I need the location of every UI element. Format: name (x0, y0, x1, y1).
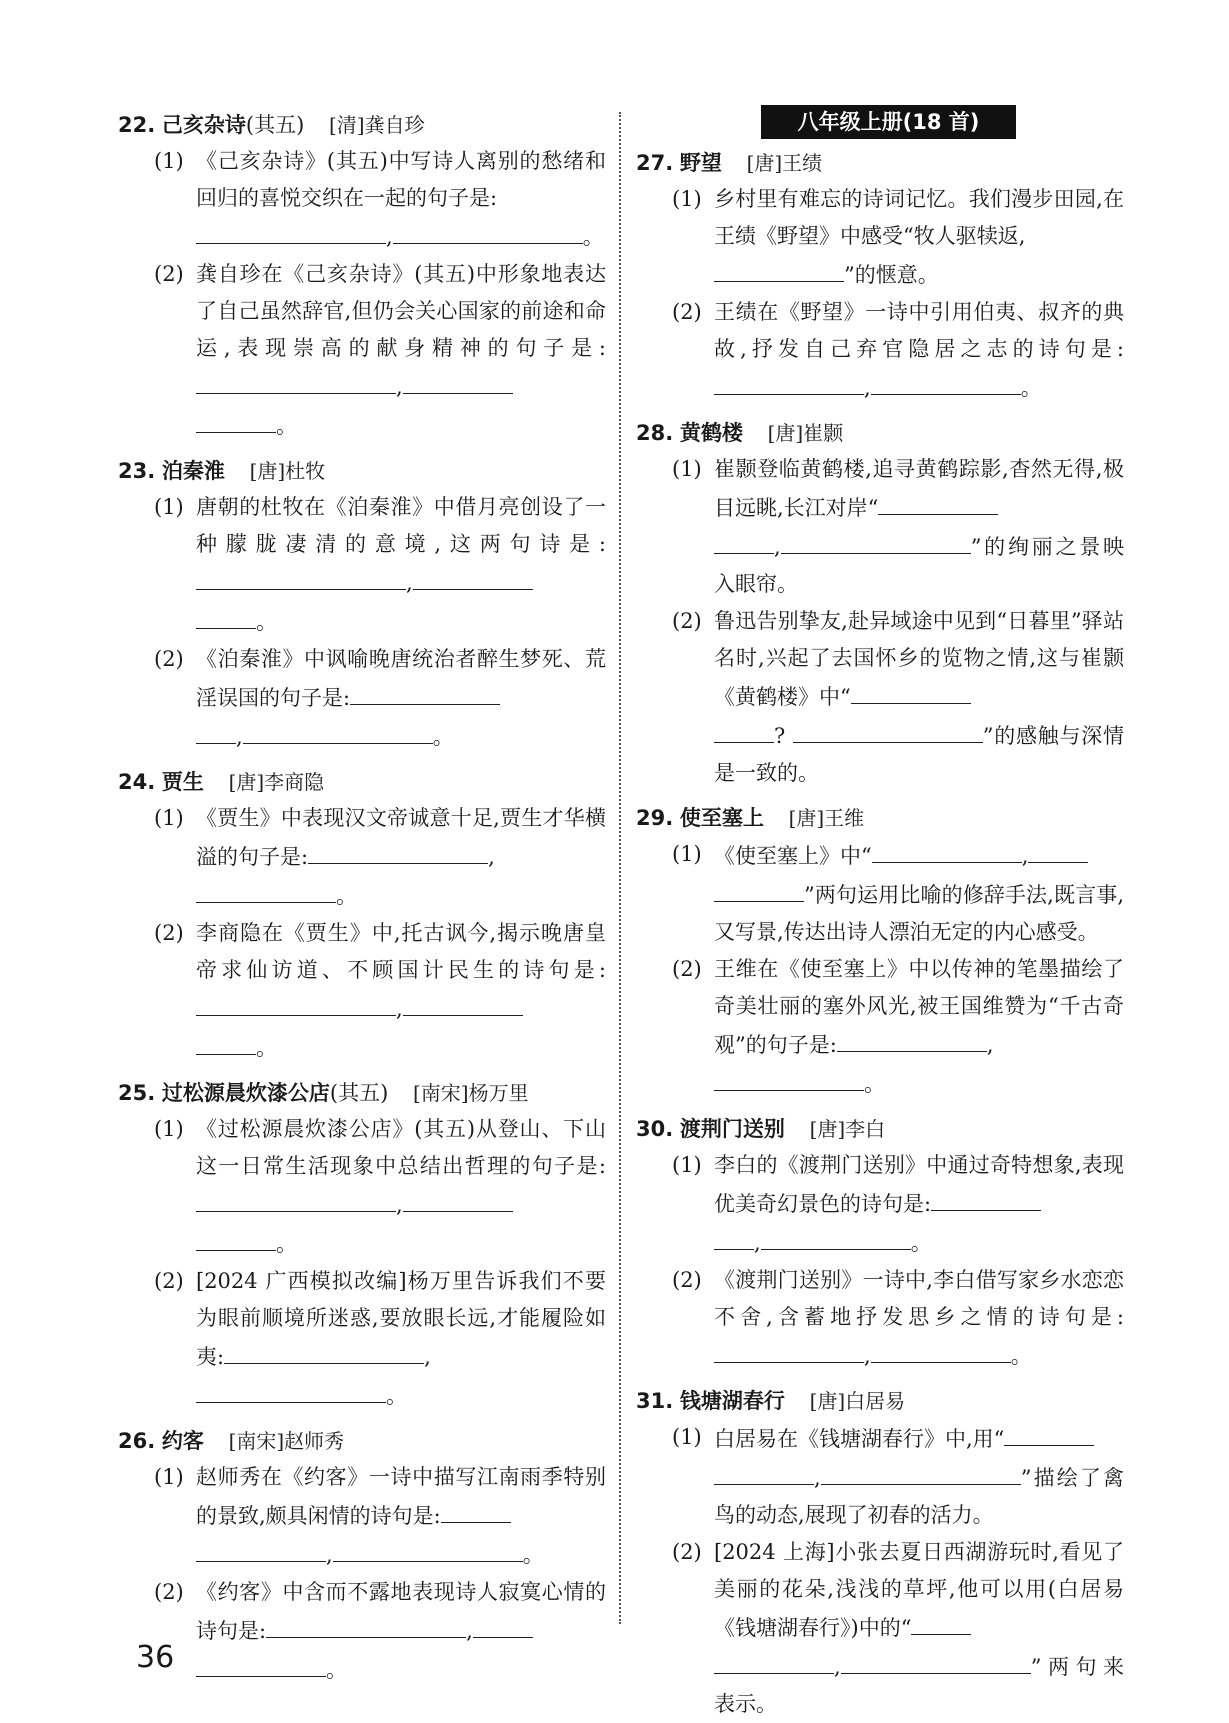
answer-blank[interactable] (714, 1336, 864, 1363)
answer-blank[interactable] (714, 1064, 864, 1091)
item-text: 《己亥杂诗》(其五)中写诗人离别的愁绪和回归的喜悦交织在一起的句子是: (196, 149, 606, 210)
item-text: 李白的《渡荆门送别》中通过奇特想象,表现优美奇幻景色的诗句是: (714, 1153, 1124, 1216)
item-label: (1) (672, 1153, 702, 1177)
item-label: (2) (672, 1268, 702, 1292)
question-number: 22. (118, 113, 156, 137)
item-label: (2) (672, 609, 702, 633)
item-text-tail: ”两句运用比喻的修辞手法,既言事,又写景,传达出诗人漂泊无定的内心感受。 (714, 883, 1124, 944)
answer-blank[interactable] (821, 1458, 1021, 1485)
answer-blank[interactable] (931, 1184, 1041, 1211)
question-24-2: (2) 李商隐在《贾生》中,托古讽今,揭示晚唐皇帝求仙访道、不顾国计民生的诗句是:, 。 (118, 915, 606, 1067)
question-28-1: (1) 崔颢登临黄鹤楼,追寻黄鹤踪影,杳然无得,极目远眺,长江对岸“ , ”的绚丽之景映入眼帘。 (636, 451, 1124, 603)
answer-blank[interactable] (196, 563, 406, 590)
answer-blank[interactable] (196, 1028, 256, 1055)
item-text-tail: ”的感触与深情是一致的。 (714, 724, 1124, 785)
question-23-header (118, 453, 606, 489)
answer-blank[interactable] (196, 1535, 326, 1562)
question-28-2: (2) 鲁迅告别挚友,赴异域途中见到“日暮里”驿站名时,兴起了去国怀乡的览物之情,这与崔颢《黄鹤楼》中“ ? ”的感触与深情是一致的。 (636, 603, 1124, 792)
question-30-header (636, 1111, 1124, 1147)
poem-subtitle: (其五) (329, 1081, 389, 1105)
item-label: (1) (672, 1425, 702, 1449)
item-text: 龚自珍在《己亥杂诗》(其五)中形象地表达了自己虽然辞官,但仍会关心国家的前途和命运,表现崇高的献身精神的句子是: (196, 262, 606, 360)
question-30-2: (2) 《渡荆门送别》一诗中,李白借写家乡水恋恋不舍,含蓄地抒发思乡之情的诗句是:, 。 (636, 1262, 1124, 1375)
item-label: (2) (154, 1269, 184, 1293)
poem-title: 泊秦淮 (161, 459, 225, 483)
poem-title: 黄鹤楼 (679, 421, 743, 445)
answer-blank[interactable] (714, 1647, 834, 1674)
question-30-1: (1) 李白的《渡荆门送别》中通过奇特想象,表现优美奇幻景色的诗句是: , 。 (636, 1147, 1124, 1262)
answer-blank[interactable] (224, 1337, 424, 1364)
question-26-2: (2) 《约客》中含而不露地表现诗人寂寞心情的诗句是: , 。 (118, 1574, 606, 1689)
answer-blank[interactable] (911, 1608, 971, 1635)
answer-blank[interactable] (851, 677, 971, 704)
poem-author: [唐]王绩 (746, 151, 823, 175)
answer-blank[interactable] (403, 367, 513, 394)
item-label: (2) (672, 957, 702, 981)
question-25-1: (1) 《过松源晨炊漆公店》(其五)从登山、下山这一日常生活现象中总结出哲理的句子是:, 。 (118, 1111, 606, 1263)
poem-author: [唐]李白 (809, 1117, 886, 1141)
answer-blank[interactable] (714, 875, 804, 902)
item-label: (1) (672, 187, 702, 211)
item-label: (1) (154, 1465, 184, 1489)
answer-blank[interactable] (714, 1458, 814, 1485)
question-26-1: (1) 赵师秀在《约客》一诗中描写江南雨季特别的景致,颇具闲情的诗句是: , 。 (118, 1459, 606, 1574)
answer-blank[interactable] (196, 367, 396, 394)
answer-blank[interactable] (413, 563, 533, 590)
answer-blank[interactable] (793, 716, 983, 743)
item-label: (2) (154, 647, 184, 671)
item-text: 鲁迅告别挚友,赴异域途中见到“日暮里”驿站名时,兴起了去国怀乡的览物之情,这与崔颢《黄鹤楼》中“ (714, 609, 1124, 709)
answer-blank[interactable] (837, 1025, 987, 1052)
poem-title: 约客 (161, 1429, 204, 1453)
question-27-header (636, 145, 1124, 181)
answer-blank[interactable] (403, 1185, 513, 1212)
page-number: 36 (136, 1640, 175, 1675)
answer-blank[interactable] (333, 1535, 523, 1562)
answer-blank[interactable] (473, 1611, 533, 1638)
answer-blank[interactable] (871, 1336, 1011, 1363)
answer-blank[interactable] (196, 1185, 396, 1212)
poem-title: 过松源晨炊漆公店 (161, 1081, 330, 1105)
question-29-2: (2) 王维在《使至塞上》中以传神的笔墨描绘了奇美壮丽的塞外风光,被王国维赞为“千古奇观”的句子是: , 。 (636, 951, 1124, 1103)
poem-title: 己亥杂诗 (161, 113, 246, 137)
item-text: 乡村里有难忘的诗词记忆。我们漫步田园,在王绩《野望》中感受“牧人驱犊返, (714, 187, 1124, 248)
poem-title: 钱塘湖春行 (679, 1389, 785, 1413)
answer-blank[interactable] (714, 368, 864, 395)
item-label: (2) (672, 300, 702, 324)
answer-blank[interactable] (393, 217, 583, 244)
question-number: 30. (636, 1117, 674, 1141)
question-26-header (118, 1423, 606, 1459)
answer-blank[interactable] (714, 527, 774, 554)
item-text-tail: ”两句来表示。 (714, 1655, 1124, 1716)
answer-blank[interactable] (878, 488, 998, 515)
question-22-2: (2) 龚自珍在《己亥杂诗》(其五)中形象地表达了自己虽然辞官,但仍会关心国家的前途和命运,表现崇高的献身精神的句子是:, 。 (118, 256, 606, 445)
item-text: 《过松源晨炊漆公店》(其五)从登山、下山这一日常生活现象中总结出哲理的句子是: (196, 1117, 606, 1178)
item-text: 《使至塞上》中“ (714, 844, 872, 868)
answer-blank[interactable] (1028, 836, 1088, 863)
answer-blank[interactable] (196, 717, 236, 744)
question-number: 25. (118, 1081, 156, 1105)
item-label: (1) (672, 457, 702, 481)
question-number: 29. (636, 806, 674, 830)
item-label: (2) (154, 921, 184, 945)
column-divider (619, 112, 621, 1624)
poem-author: [唐]王维 (788, 806, 865, 830)
question-number: 31. (636, 1389, 674, 1413)
item-text: [2024 上海]小张去夏日西湖游玩时,看见了美丽的花朵,浅浅的草坪,他可以用(白居易《钱塘湖春行》)中的“ (714, 1540, 1124, 1640)
answer-blank[interactable] (350, 678, 500, 705)
item-text: 王绩在《野望》一诗中引用伯夷、叔齐的典故,抒发自己弃官隐居之志的诗句是: (714, 300, 1124, 361)
item-label: (2) (154, 262, 184, 286)
left-column (118, 105, 606, 1689)
answer-blank[interactable] (872, 836, 1022, 863)
section-banner: 八年级上册(18 首) (761, 105, 1016, 139)
question-29-1: (1) 《使至塞上》中“ , ”两句运用比喻的修辞手法,既言事,又写景,传达出诗人漂泊无定的内心感受。 (636, 836, 1124, 951)
answer-blank[interactable] (196, 1224, 276, 1251)
question-25-2: (2) [2024 广西模拟改编]杨万里告诉我们不要为眼前顺境所迷惑,要放眼长远,才能履险如夷: , 。 (118, 1263, 606, 1415)
question-31-header (636, 1383, 1124, 1419)
answer-blank[interactable] (781, 527, 971, 554)
item-text: [2024 广西模拟改编]杨万里告诉我们不要为眼前顺境所迷惑,要放眼长远,才能履险如夷: (196, 1269, 606, 1369)
question-22-header (118, 107, 606, 143)
question-31-1: (1) 白居易在《钱塘湖春行》中,用“ , ”描绘了禽鸟的动态,展现了初春的活力。 (636, 1419, 1124, 1534)
item-text: 赵师秀在《约客》一诗中描写江南雨季特别的景致,颇具闲情的诗句是: (196, 1465, 606, 1528)
item-text: 《贾生》中表现汉文帝诚意十足,贾生才华横溢的句子是: (196, 806, 606, 869)
question-27-1 (636, 181, 1124, 294)
item-text: 崔颢登临黄鹤楼,追寻黄鹤踪影,杳然无得,极目远眺,长江对岸“ (714, 457, 1124, 520)
item-label: (1) (154, 806, 184, 830)
poem-title: 野望 (679, 151, 722, 175)
item-label: (1) (154, 495, 184, 519)
item-label: (1) (154, 1117, 184, 1141)
poem-author: [南宋]赵师秀 (228, 1429, 345, 1453)
question-24-1: (1) 《贾生》中表现汉文帝诚意十足,贾生才华横溢的句子是: , 。 (118, 800, 606, 915)
question-27-2: (2) 王绩在《野望》一诗中引用伯夷、叔齐的典故,抒发自己弃官隐居之志的诗句是:, 。 (636, 294, 1124, 407)
answer-blank[interactable] (714, 255, 844, 282)
answer-blank[interactable] (196, 217, 386, 244)
answer-blank[interactable] (403, 989, 523, 1016)
poem-author: [唐]李商隐 (228, 770, 325, 794)
question-number: 26. (118, 1429, 156, 1453)
item-label: (1) (672, 842, 702, 866)
answer-blank[interactable] (441, 1496, 511, 1523)
question-number: 24. (118, 770, 156, 794)
answer-blank[interactable] (1004, 1419, 1094, 1446)
answer-blank[interactable] (196, 876, 336, 903)
question-24-header (118, 764, 606, 800)
answer-blank[interactable] (196, 1376, 386, 1403)
answer-blank[interactable] (871, 368, 1021, 395)
poem-author: [唐]崔颢 (767, 421, 844, 445)
item-text-tail: ”描绘了禽鸟的动态,展现了初春的活力。 (714, 1466, 1124, 1527)
item-text-tail: ”的绚丽之景映入眼帘。 (714, 535, 1124, 596)
question-25-header (118, 1075, 606, 1111)
poem-author: [清]龚自珍 (328, 113, 425, 137)
answer-blank[interactable] (196, 406, 276, 433)
answer-blank[interactable] (714, 1223, 754, 1250)
question-22-1: (1) 《己亥杂诗》(其五)中写诗人离别的愁绪和回归的喜悦交织在一起的句子是: , 。 (118, 143, 606, 256)
answer-blank[interactable] (308, 837, 488, 864)
right-column (636, 105, 1124, 1723)
item-text: 白居易在《钱塘湖春行》中,用“ (714, 1427, 1005, 1451)
item-text: 《约客》中含而不露地表现诗人寂寞心情的诗句是: (196, 1580, 606, 1643)
question-number: 23. (118, 459, 156, 483)
answer-blank[interactable] (196, 1650, 326, 1677)
item-label: (2) (154, 1580, 184, 1604)
question-number: 27. (636, 151, 674, 175)
item-text: 《渡荆门送别》一诗中,李白借写家乡水恋恋不舍,含蓄地抒发思乡之情的诗句是: (714, 1268, 1124, 1329)
question-31-2: (2) [2024 上海]小张去夏日西湖游玩时,看见了美丽的花朵,浅浅的草坪,他可以用(白居易《钱塘湖春行》)中的“ , ”两句来表示。 (636, 1534, 1124, 1723)
poem-author: [南宋]杨万里 (412, 1081, 529, 1105)
poem-title: 使至塞上 (679, 806, 764, 830)
poem-title: 贾生 (161, 770, 204, 794)
answer-blank[interactable] (196, 602, 256, 629)
answer-blank[interactable] (761, 1223, 911, 1250)
question-number: 28. (636, 421, 674, 445)
item-text: 唐朝的杜牧在《泊秦淮》中借月亮创设了一种朦胧凄清的意境,这两句诗是: (196, 495, 606, 556)
item-label: (2) (672, 1540, 702, 1564)
answer-blank[interactable] (266, 1611, 466, 1638)
poem-author: [唐]白居易 (809, 1389, 906, 1413)
poem-title: 渡荆门送别 (679, 1117, 785, 1141)
question-28-header (636, 415, 1124, 451)
poem-subtitle: (其五) (245, 113, 305, 137)
item-text: 李商隐在《贾生》中,托古讽今,揭示晚唐皇帝求仙访道、不顾国计民生的诗句是: (196, 921, 606, 982)
answer-blank[interactable] (841, 1647, 1031, 1674)
question-29-header (636, 800, 1124, 836)
item-label: (1) (154, 149, 184, 173)
answer-blank[interactable] (714, 716, 774, 743)
poem-author: [唐]杜牧 (249, 459, 326, 483)
answer-blank[interactable] (196, 989, 396, 1016)
question-23-2: (2) 《泊秦淮》中讽喻晚唐统治者醉生梦死、荒淫误国的句子是: , 。 (118, 641, 606, 756)
item-text: 王维在《使至塞上》中以传神的笔墨描绘了奇美壮丽的塞外风光,被王国维赞为“千古奇观”的句子是: (714, 957, 1124, 1057)
item-text-tail: ”的惬意。 (844, 263, 939, 287)
answer-blank[interactable] (243, 717, 433, 744)
question-23-1: (1) 唐朝的杜牧在《泊秦淮》中借月亮创设了一种朦胧凄清的意境,这两句诗是:, 。 (118, 489, 606, 641)
item-text: 《泊秦淮》中讽喻晚唐统治者醉生梦死、荒淫误国的句子是: (196, 647, 606, 710)
